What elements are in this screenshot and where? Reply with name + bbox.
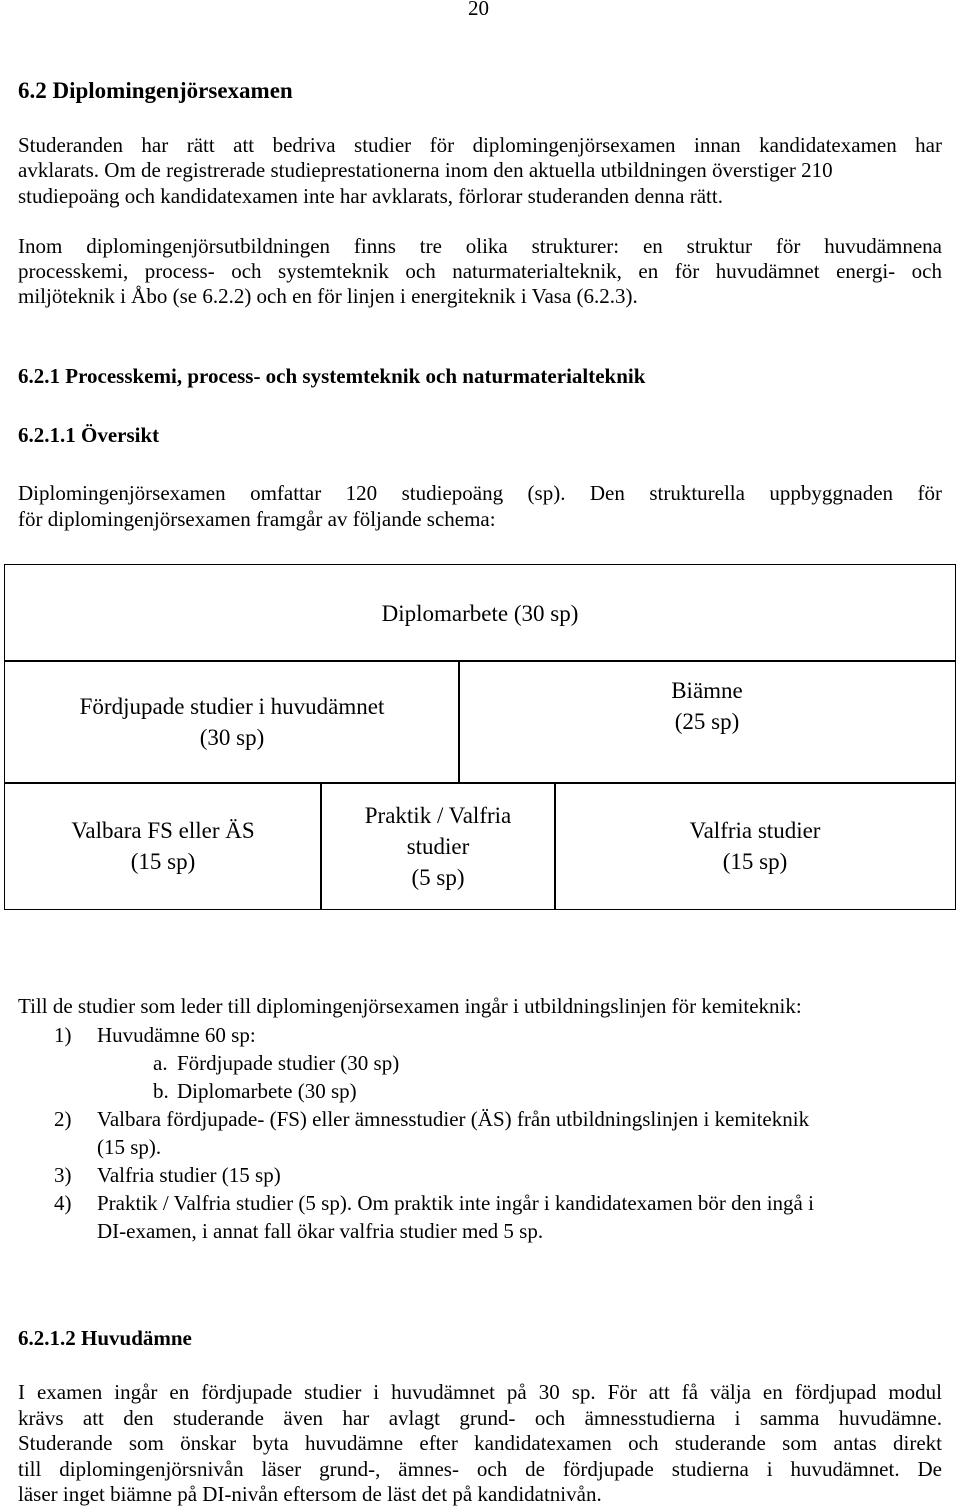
- valbara-credits: (15 sp): [130, 849, 196, 874]
- valbara-cell: [4, 782, 322, 910]
- huvudamne-line-5: läser inget biämne på DI-nivån eftersom de läst det på kandidatnivån.: [18, 1482, 602, 1506]
- huvudamne-title: 6.2.1.2 Huvudämne: [18, 1326, 192, 1350]
- list-item-text: Praktik / Valfria studier (5 sp). Om praktik inte ingår i kandidatexamen bör den ingå i: [97, 1191, 814, 1215]
- huvudamne-line-4: till diplomingenjörsnivån läser grund-, ämnes- och de fördjupade studierna i huvudämnet. De: [18, 1457, 942, 1481]
- section-title: 6.2 Diplomingenjörsexamen: [18, 78, 293, 103]
- biamne-label: Biämne: [671, 678, 743, 703]
- list-item-text-cont: (15 sp).: [97, 1135, 162, 1159]
- list-item-number: 2): [54, 1107, 72, 1131]
- list-intro: Till de studier som leder till diplomingenjörsexamen ingår i utbildningslinjen för kemiteknik:: [18, 994, 802, 1018]
- overview-line-1: Diplomingenjörsexamen omfattar 120 studiepoäng (sp). Den strukturella uppbyggnaden för: [18, 481, 942, 505]
- valfria-cell: [554, 782, 956, 910]
- huvudamne-line-1: I examen ingår en fördjupade studier i huvudämnet på 30 sp. För att få välja en fördjupad modul: [18, 1380, 942, 1404]
- fordjupade-label: Fördjupade studier i huvudämnet: [79, 694, 385, 719]
- list-subitem-text: Diplomarbete (30 sp): [177, 1079, 357, 1103]
- praktik-label: Praktik / Valfria: [364, 802, 512, 828]
- praktik-cell: [320, 782, 556, 910]
- list-item: [18, 1189, 942, 1245]
- diplomarbete-label: Diplomarbete (30 sp): [381, 600, 579, 626]
- subsection-title: 6.2.1 Processkemi, process- och systemteknik och naturmaterialteknik: [18, 364, 646, 388]
- fordjupade-credits: (30 sp): [199, 725, 265, 750]
- list-subitem-letter: b.: [153, 1079, 169, 1103]
- structure-line-1: Inom diplomingenjörsutbildningen finns tre olika strukturer: en struktur för huvudämnena: [18, 234, 942, 258]
- overview-title: 6.2.1.1 Översikt: [18, 423, 160, 447]
- study-list: [18, 1021, 942, 1245]
- list-item-number: 1): [54, 1023, 72, 1047]
- list-item-text: Valbara fördjupade- (FS) eller ämnesstudier (ÄS) från utbildningslinjen i kemiteknik: [97, 1107, 810, 1131]
- list-item-text: Huvudämne 60 sp:: [97, 1023, 256, 1047]
- structure-line-3: miljöteknik i Åbo (se 6.2.2) och en för linjen i energiteknik i Vasa (6.2.3).: [18, 284, 638, 308]
- structure-line-2: processkemi, process- och systemteknik och naturmaterialteknik, en för huvudämnet energi- och: [18, 259, 942, 283]
- huvudamne-line-2: krävs att den studerande även har avlagt grund- och ämnesstudierna i samma huvudämne.: [18, 1406, 942, 1430]
- biamne-credits: (25 sp): [674, 709, 740, 734]
- praktik-label-2: studier: [406, 833, 470, 859]
- list-subitem-text: Fördjupade studier (30 sp): [177, 1051, 400, 1075]
- valfria-label: Valfria studier: [689, 818, 821, 843]
- praktik-credits: (5 sp): [411, 864, 465, 890]
- list-item: [18, 1105, 942, 1161]
- page-number: 20: [468, 0, 489, 20]
- fordjupade-cell: [4, 660, 460, 784]
- list-item-number: 3): [54, 1163, 72, 1187]
- intro-line-1: Studeranden har rätt att bedriva studier för diplomingenjörsexamen innan kandidatexamen har: [18, 133, 942, 157]
- list-subitem: [18, 1049, 942, 1077]
- biamne-cell: [458, 660, 956, 784]
- valbara-label: Valbara FS eller ÄS: [71, 818, 255, 843]
- valfria-credits: (15 sp): [722, 849, 788, 874]
- intro-line-2: avklarats. Om de registrerade studieprestationerna inom den aktuella utbildningen överstiger 210: [18, 158, 833, 182]
- list-subitem-letter: a.: [153, 1051, 168, 1075]
- huvudamne-line-3: Studerande som önskar byta huvudämne efter kandidatexamen och studerande som antas direkt: [18, 1431, 942, 1455]
- degree-structure-schema: [4, 564, 956, 910]
- list-item-number: 4): [54, 1191, 72, 1215]
- list-subitem: [18, 1077, 942, 1105]
- list-item-text: Valfria studier (15 sp): [97, 1163, 281, 1187]
- intro-line-3: studiepoäng och kandidatexamen inte har avklarats, förlorar studeranden denna rätt.: [18, 184, 723, 208]
- list-item: [18, 1161, 942, 1189]
- overview-line-2: för diplomingenjörsexamen framgår av följande schema:: [18, 507, 496, 531]
- list-item-text-cont: DI-examen, i annat fall ökar valfria studier med 5 sp.: [97, 1219, 544, 1243]
- diplomarbete-cell: [4, 564, 956, 662]
- list-item: [18, 1021, 942, 1049]
